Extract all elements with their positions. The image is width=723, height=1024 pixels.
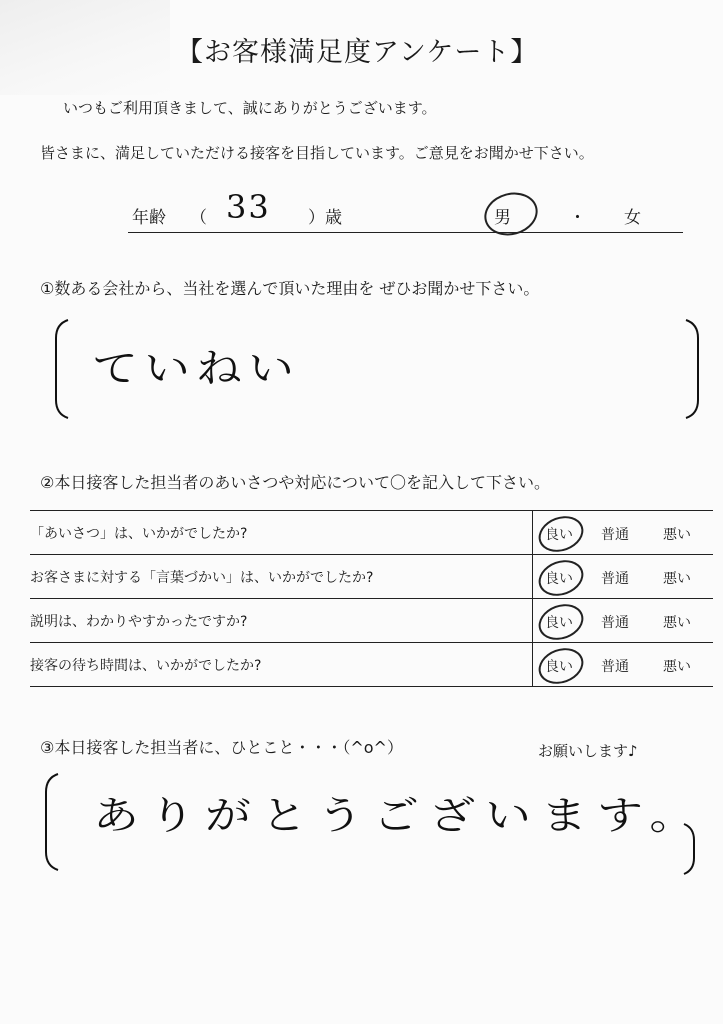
gender-male-option[interactable]: 男 [494, 208, 511, 228]
gender-female-option[interactable]: 女 [624, 208, 641, 228]
rating-option-bad[interactable]: 悪い [663, 571, 691, 587]
rating-option-good[interactable]: 良い [545, 527, 573, 543]
rating-option-average[interactable]: 普通 [601, 527, 629, 543]
rating-question: 説明は、わかりやすかったですか? [30, 599, 533, 643]
rating-row [30, 599, 713, 643]
question-2: ②本日接客した担当者のあいさつや対応について〇を記入して下さい。 [40, 473, 551, 492]
rating-option-bad[interactable]: 悪い [663, 527, 691, 543]
rating-row [30, 555, 713, 599]
rating-option-average[interactable]: 普通 [601, 571, 629, 587]
rating-option-good[interactable]: 良い [545, 659, 573, 675]
intro-line-2: 皆さまに、満足していただける接客を目指しています。ご意見をお聞かせ下さい。 [40, 144, 594, 162]
question-3: ③本日接客した担当者に、ひとこと・・・（^o^） [40, 738, 403, 757]
selected-circle-mark [534, 554, 589, 602]
answer-1-text[interactable]: ていねい [92, 345, 300, 392]
rating-option-bad[interactable]: 悪い [663, 659, 691, 675]
age-underline [128, 232, 683, 233]
rating-option-good[interactable]: 良い [545, 615, 573, 631]
answer1-right-bracket [682, 318, 704, 420]
survey-title: 【お客様満足度アンケート】 [176, 37, 539, 68]
selected-circle-mark [534, 642, 589, 690]
intro-line-1: いつもご利用頂きまして、誠にありがとうございます。 [63, 99, 437, 117]
rating-question: 「あいさつ」は、いかがでしたか? [30, 511, 533, 555]
rating-row [30, 511, 713, 555]
age-close-paren: ）歳 [308, 208, 342, 228]
rating-options [533, 511, 714, 555]
rating-option-average[interactable]: 普通 [601, 659, 629, 675]
rating-options [533, 599, 714, 643]
age-label: 年齢 [132, 208, 166, 228]
rating-options [533, 643, 714, 687]
question-3-note: お願いします♪ [538, 742, 638, 760]
question-1: ①数ある会社から、当社を選んで頂いた理由を ぜひお聞かせ下さい。 [40, 279, 540, 298]
answer-3-text[interactable]: ありがとうございます。 [93, 792, 706, 839]
answer1-left-bracket [50, 318, 72, 420]
rating-option-average[interactable]: 普通 [601, 615, 629, 631]
rating-row [30, 643, 713, 687]
selected-circle-mark [534, 598, 589, 646]
rating-question: 接客の待ち時間は、いかがでしたか? [30, 643, 533, 687]
selected-circle-mark [534, 510, 589, 558]
gender-selection-circle [479, 187, 542, 242]
rating-options [533, 555, 714, 599]
answer3-left-bracket [40, 772, 62, 872]
paper-fold-shadow [0, 0, 170, 95]
gender-separator: ・ [569, 208, 586, 228]
rating-table [30, 510, 713, 687]
rating-question: お客さまに対する「言葉づかい」は、いかがでしたか? [30, 555, 533, 599]
rating-option-bad[interactable]: 悪い [663, 615, 691, 631]
age-open-paren: （ [190, 208, 207, 228]
rating-option-good[interactable]: 良い [545, 571, 573, 587]
age-value[interactable]: 33 [226, 188, 271, 226]
